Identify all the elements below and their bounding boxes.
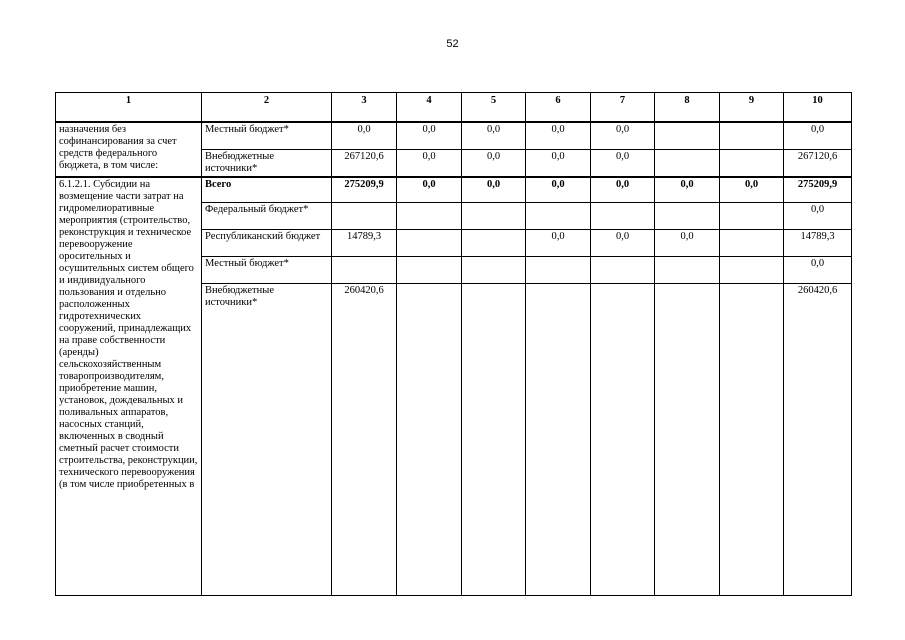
column-header: 1: [56, 93, 202, 123]
column-header: 7: [591, 93, 655, 123]
table-cell: 14789,3: [784, 230, 852, 257]
table-cell: [591, 284, 655, 596]
table-cell: [720, 122, 784, 149]
table-cell: 275209,9: [784, 177, 852, 203]
funding-source: Внебюджетные источники*: [202, 284, 332, 596]
table-cell: 0,0: [397, 149, 462, 177]
table-cell: [655, 149, 720, 177]
table-cell: [397, 257, 462, 284]
table-cell: [397, 203, 462, 230]
funding-source: Местный бюджет*: [202, 257, 332, 284]
column-header: 9: [720, 93, 784, 123]
table-cell: 0,0: [526, 122, 591, 149]
table-cell: 0,0: [784, 122, 852, 149]
table-cell: [332, 257, 397, 284]
table-cell: 0,0: [655, 230, 720, 257]
table-cell: 0,0: [784, 257, 852, 284]
table-cell: 267120,6: [784, 149, 852, 177]
table-cell: 0,0: [526, 149, 591, 177]
column-header: 3: [332, 93, 397, 123]
funding-source: Всего: [202, 177, 332, 203]
table-cell: [720, 230, 784, 257]
column-header: 5: [462, 93, 526, 123]
table-cell: [526, 257, 591, 284]
column-header: 4: [397, 93, 462, 123]
table-cell: 0,0: [591, 177, 655, 203]
table-cell: [462, 284, 526, 596]
table-cell: [526, 284, 591, 596]
item-description: назначения без софинансирования за счет средств федерального бюджета, в том числе:: [56, 122, 202, 177]
table-cell: [397, 230, 462, 257]
table-cell: [655, 257, 720, 284]
column-header: 8: [655, 93, 720, 123]
table-cell: 0,0: [462, 149, 526, 177]
table-cell: [397, 284, 462, 596]
table-cell: [526, 203, 591, 230]
table-cell: [332, 203, 397, 230]
table-cell: [655, 122, 720, 149]
funding-source: Внебюджетные источники*: [202, 149, 332, 177]
table-cell: 0,0: [591, 230, 655, 257]
table-cell: 267120,6: [332, 149, 397, 177]
table-cell: 0,0: [462, 122, 526, 149]
header-row: [56, 93, 852, 123]
funding-source: Федеральный бюджет*: [202, 203, 332, 230]
funding-source: Республиканский бюджет: [202, 230, 332, 257]
budget-table: [55, 92, 852, 596]
table-cell: 0,0: [591, 149, 655, 177]
column-header: 10: [784, 93, 852, 123]
table-cell: 0,0: [784, 203, 852, 230]
table-cell: 0,0: [655, 177, 720, 203]
table-row: [56, 122, 852, 149]
table-cell: 0,0: [591, 122, 655, 149]
table-cell: [462, 257, 526, 284]
table-cell: 14789,3: [332, 230, 397, 257]
table-cell: [591, 257, 655, 284]
table-cell: [462, 230, 526, 257]
table-cell: [655, 284, 720, 596]
table-cell: 260420,6: [332, 284, 397, 596]
table-cell: [720, 203, 784, 230]
funding-source: Местный бюджет*: [202, 122, 332, 149]
table-cell: [591, 203, 655, 230]
table-row: [56, 177, 852, 203]
page-number: 52: [446, 38, 459, 50]
item-description: 6.1.2.1. Субсидии на возмещение части затрат на гидромелиоративные мероприятия (строительство, реконструкция и техническое перевооружение оросительных и осушительных систем общего и индивидуального пользования и отдельно расположенных гидротехнических сооружений, принадлежащих на праве собственности (аренды) сельскохозяйственным товаропроизводителям, приобретение машин, установок, дождевальных и поливальных аппаратов, насосных станций, включенных в сводный сметный расчет стоимости строительства, реконструкции, технического перевооружения (в том числе приобретенных в: [56, 177, 202, 596]
table-cell: 0,0: [526, 177, 591, 203]
table-cell: 0,0: [397, 122, 462, 149]
table-cell: 0,0: [526, 230, 591, 257]
table-cell: [720, 284, 784, 596]
column-header: 6: [526, 93, 591, 123]
table-cell: 0,0: [332, 122, 397, 149]
table-cell: 275209,9: [332, 177, 397, 203]
table-cell: [462, 203, 526, 230]
table-cell: 0,0: [397, 177, 462, 203]
table-cell: [720, 257, 784, 284]
table-cell: [655, 203, 720, 230]
table-cell: 0,0: [720, 177, 784, 203]
table-cell: 260420,6: [784, 284, 852, 596]
column-header: 2: [202, 93, 332, 123]
table-cell: 0,0: [462, 177, 526, 203]
table-cell: [720, 149, 784, 177]
